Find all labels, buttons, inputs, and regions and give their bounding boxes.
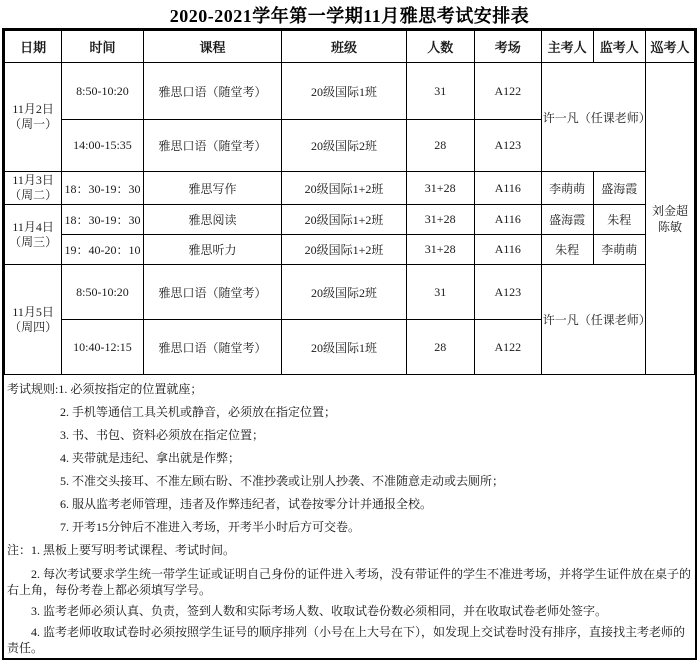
note-line (7, 540, 691, 561)
notes-section (4, 375, 695, 658)
invigilator-cell: 盛海霞 (593, 172, 645, 205)
date-cell (5, 63, 62, 172)
course-cell: 雅思口语（随堂考） (143, 120, 282, 172)
class-cell: 20级国际2班 (282, 265, 406, 320)
page-title: 2020-2021学年第一学期11月雅思考试安排表 (169, 6, 530, 26)
col-header-date: 日期 (5, 31, 62, 63)
header-row (5, 31, 695, 63)
col-header-chief-examiner: 主考人 (541, 31, 593, 63)
note-item: 1. 黑板上要写明考试课程、考试时间。 (31, 543, 236, 557)
class-cell: 20级国际1班 (282, 63, 406, 120)
col-header-count: 人数 (406, 31, 474, 63)
table-row (5, 235, 695, 265)
col-header-class: 班级 (282, 31, 406, 63)
invigilator-cell: 朱程 (593, 205, 645, 235)
table-row (5, 205, 695, 235)
exam-rule: 1. 必须按指定的位置就座； (58, 382, 203, 396)
time-cell: 8:50-10:20 (62, 63, 143, 120)
col-header-time: 时间 (62, 31, 143, 63)
room-cell: A123 (474, 265, 541, 320)
count-cell: 28 (406, 320, 474, 375)
class-cell: 20级国际1+2班 (282, 172, 406, 205)
date-cell (5, 265, 62, 375)
col-header-patrol-examiner: 巡考人 (645, 31, 694, 63)
count-cell: 31+28 (406, 235, 474, 265)
count-cell: 28 (406, 120, 474, 172)
time-cell: 19：40-20：10 (62, 235, 143, 265)
date-text: 11月5日 (12, 304, 54, 319)
count-cell: 31 (406, 63, 474, 120)
exam-rule: 4. 夹带就是违纪、拿出就是作弊； (60, 451, 241, 465)
table-row (5, 63, 695, 120)
exam-rules-line (7, 378, 691, 401)
exam-rule: 5. 不准交头接耳、不准左顾右盼、不准抄袭或让别人抄袭、不准随意走动或去厕所； (60, 474, 505, 488)
col-header-invigilator: 监考人 (593, 31, 645, 63)
exam-rules-label: 考试规则: (7, 382, 59, 396)
merged-supervisor-cell: 许一凡（任课老师） (541, 63, 645, 172)
count-cell: 31+28 (406, 172, 474, 205)
room-cell: A122 (474, 63, 541, 120)
weekday-text: （周三） (9, 234, 58, 249)
course-cell: 雅思口语（随堂考） (143, 320, 282, 375)
room-cell: A116 (474, 235, 541, 265)
date-text: 11月2日 (12, 102, 54, 116)
note-item: 3. 监考老师必须认真、负责，签到人数和实际考场人数、收取试卷份数必须相同，并在收取试卷老师处签字。 (31, 604, 608, 618)
invigilator-cell: 李萌萌 (593, 235, 645, 265)
room-cell: A116 (474, 205, 541, 235)
count-cell: 31+28 (406, 205, 474, 235)
col-header-room: 考场 (474, 31, 541, 63)
merged-supervisor-cell: 许一凡（任课老师） (541, 265, 645, 375)
exam-rule: 2. 手机等通信工具关机或静音，必须放在指定位置； (60, 405, 337, 419)
course-cell: 雅思听力 (143, 235, 282, 265)
chief-examiner-cell: 盛海霞 (541, 205, 593, 235)
time-cell: 10:40-12:15 (62, 320, 143, 375)
course-cell: 雅思口语（随堂考） (143, 63, 282, 120)
weekday-text: （周一） (9, 117, 58, 131)
table-row (5, 172, 695, 205)
room-cell: A123 (474, 120, 541, 172)
patrol-examiner-cell (645, 63, 694, 375)
class-cell: 20级国际1+2班 (282, 205, 406, 235)
time-cell: 18：30-19：30 (62, 205, 143, 235)
patrol-name: 刘金超 (651, 203, 688, 218)
class-cell: 20级国际1班 (282, 320, 406, 375)
count-cell: 31 (406, 265, 474, 320)
room-cell: A122 (474, 320, 541, 375)
room-cell: A116 (474, 172, 541, 205)
date-text: 11月4日 (12, 219, 54, 234)
note-item: 2. 每次考试要求学生统一带学生证或证明自己身份的证件进入考场，没有带证件的学生不准进考场，并将学生证件放在桌子的右上角，每份考卷上都必须填写学号。 (7, 567, 692, 597)
course-cell: 雅思口语（随堂考） (143, 265, 282, 320)
exam-rule: 6. 服从监考老师管理，违者及作弊违纪者，试卷按零分计并通报全校。 (60, 497, 433, 511)
date-text: 11月3日 (12, 173, 54, 187)
col-header-course: 课程 (143, 31, 282, 63)
note-item: 4. 监考老师收取试卷时必须按照学生证号的顺序排列（小号在上大号在下），如发现上交试卷时没有排序，直接找主考老师的责任。 (7, 625, 686, 655)
table-frame (2, 28, 697, 660)
time-cell: 14:00-15:35 (62, 120, 143, 172)
chief-examiner-cell: 朱程 (541, 235, 593, 265)
weekday-text: （周二） (9, 188, 58, 202)
exam-rule: 7. 开考15分钟后不准进入考场，开考半小时后方可交卷。 (60, 520, 361, 534)
time-cell: 18：30-19：30 (62, 172, 143, 205)
weekday-text: （周四） (9, 319, 58, 334)
chief-examiner-cell: 李萌萌 (541, 172, 593, 205)
date-cell (5, 172, 62, 205)
exam-rule: 3. 书、书包、资料必须放在指定位置； (60, 428, 265, 442)
class-cell: 20级国际1+2班 (282, 235, 406, 265)
class-cell: 20级国际2班 (282, 120, 406, 172)
patrol-name: 陈敏 (657, 219, 682, 234)
date-cell (5, 205, 62, 265)
course-cell: 雅思阅读 (143, 205, 282, 235)
time-cell: 8:50-10:20 (62, 265, 143, 320)
note-label: 注： (7, 543, 32, 557)
course-cell: 雅思写作 (143, 172, 282, 205)
schedule-table (4, 30, 695, 375)
table-row (5, 265, 695, 320)
